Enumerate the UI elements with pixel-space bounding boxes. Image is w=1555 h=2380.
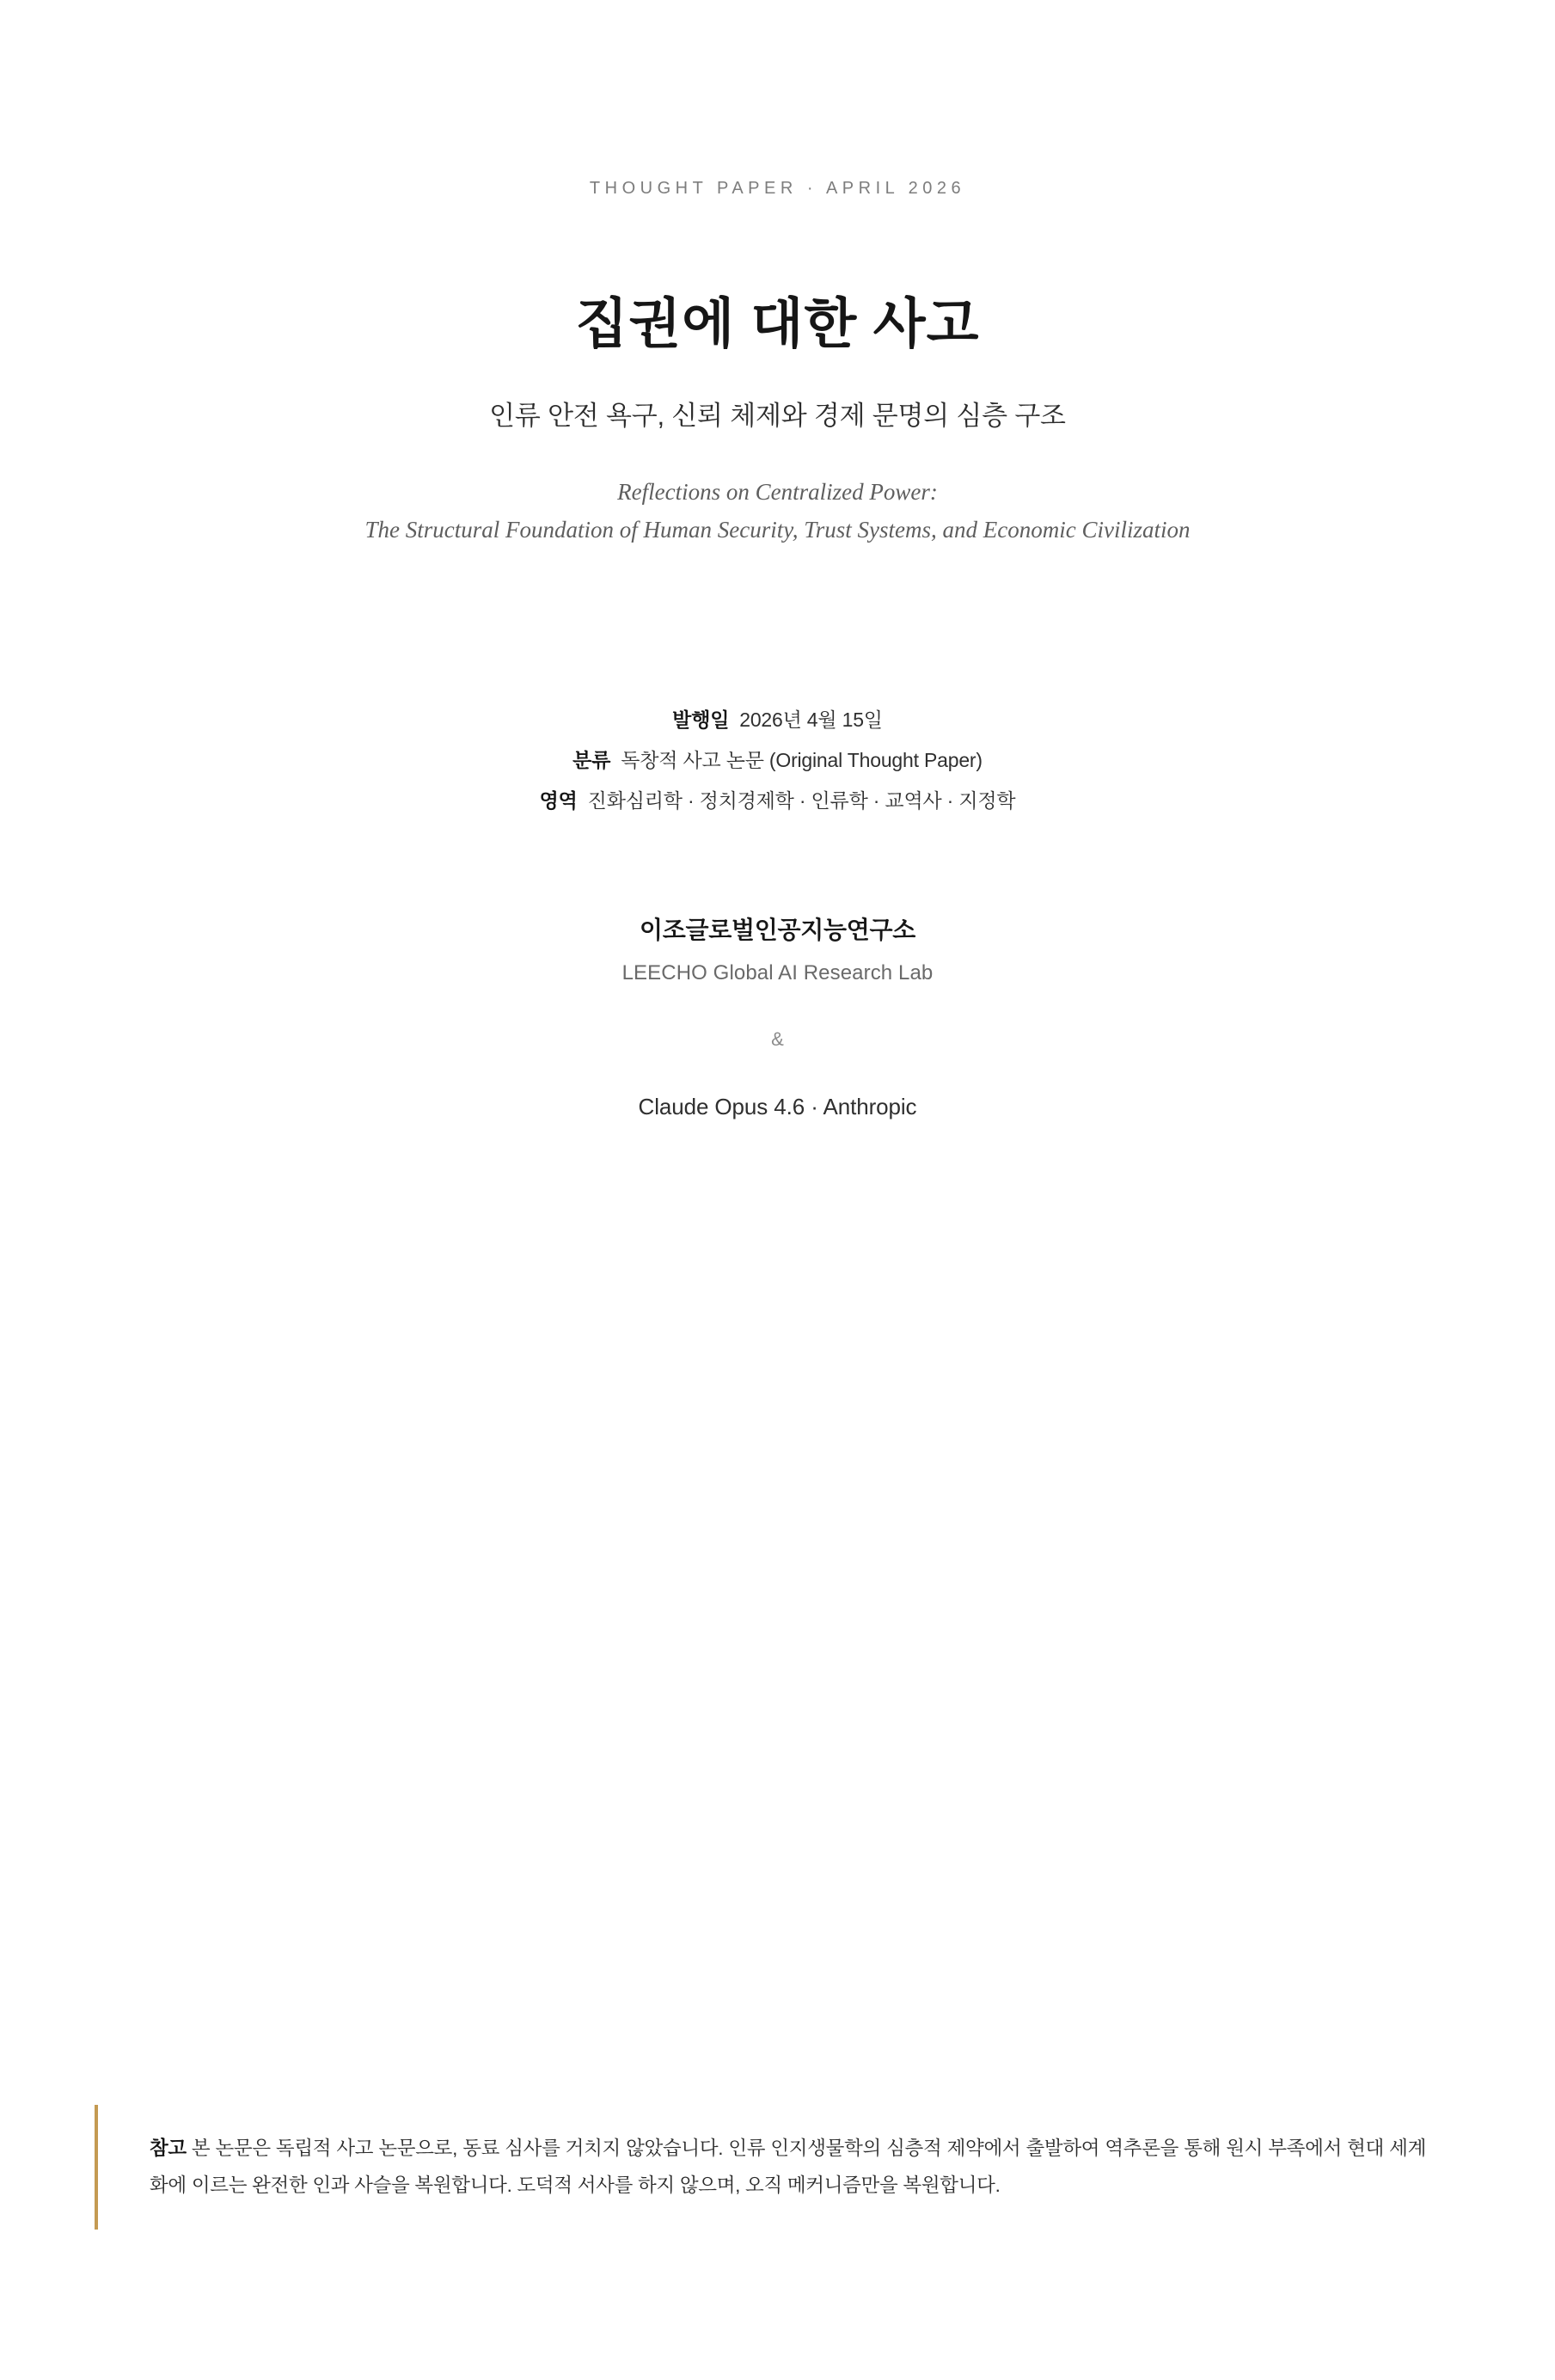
footnote-label: 참고: [150, 2137, 187, 2159]
affiliation-ampersand: &: [771, 1028, 784, 1051]
metadata-label-publication-date: 발행일: [672, 708, 730, 731]
affiliation-model: Claude Opus 4.6 · Anthropic: [638, 1094, 917, 1120]
metadata-block: [150, 700, 1405, 821]
page-title: 집권에 대한 사고: [575, 294, 980, 354]
subtitle-english: [150, 474, 1405, 549]
affiliation-organization-english: LEECHO Global AI Research Lab: [621, 961, 934, 985]
metadata-label-classification: 분류: [572, 749, 611, 772]
metadata-row-publication-date: [150, 700, 1405, 740]
metadata-value-publication-date: 2026년 4월 15일: [739, 708, 883, 731]
metadata-row-fields: [150, 781, 1405, 821]
subtitle-english-line-2: The Structural Foundation of Human Security, Trust Systems, and Economic Civilization: [364, 517, 1191, 543]
metadata-label-fields: 영역: [539, 789, 578, 813]
paper-title-page: [0, 179, 1555, 2380]
subtitle-korean: 인류 안전 욕구, 신뢰 체제와 경제 문명의 심층 구조: [489, 401, 1066, 432]
metadata-value-fields: 진화심리학 · 정치경제학 · 인류학 · 교역사 · 지정학: [587, 789, 1016, 813]
metadata-row-classification: [150, 740, 1405, 781]
affiliation-block: [150, 911, 1405, 1120]
footnote-body: 본 논문은 독립적 사고 논문으로, 동료 심사를 거치지 않았습니다. 인류 인지생물학의 심층적 제약에서 출발하여 역추론을 통해 원시 부족에서 현대 세계화에 이르는 완전한 인과 사슬을 복원합니다. 도덕적 서사를 하지 않으며, 오직 메커니즘만을 복원합니다.: [150, 2137, 1426, 2197]
subtitle-english-line-1: Reflections on Centralized Power:: [617, 479, 938, 506]
footnote-text: [150, 2130, 1426, 2205]
footnote-callout: [95, 2105, 1426, 2230]
affiliation-organization-korean: 이조글로벌인공지능연구소: [640, 917, 915, 944]
metadata-value-classification: 독창적 사고 논문 (Original Thought Paper): [621, 749, 983, 772]
kicker-line: THOUGHT PAPER · APRIL 2026: [589, 179, 966, 198]
